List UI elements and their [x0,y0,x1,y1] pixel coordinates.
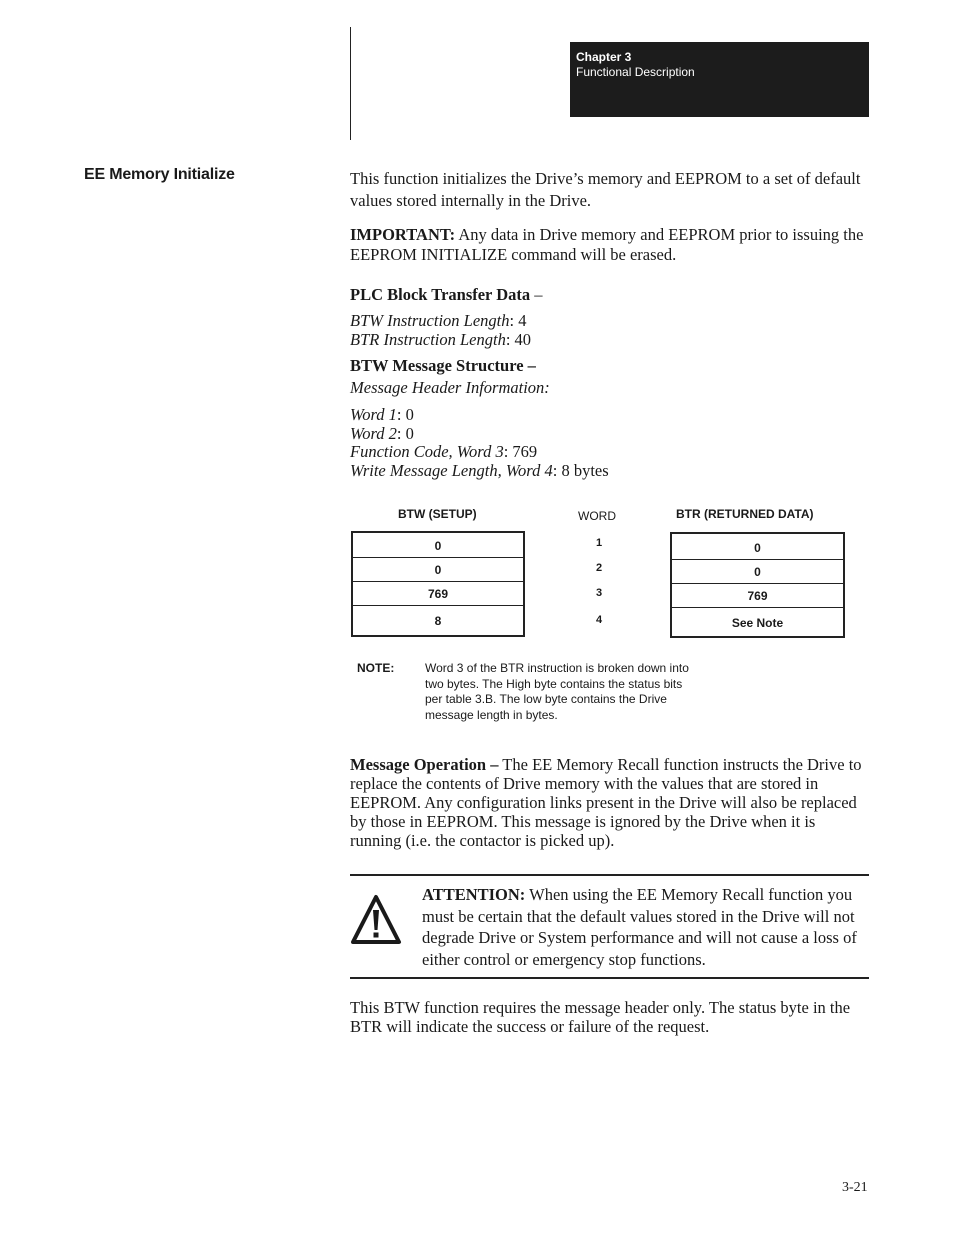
plc-heading [350,285,870,304]
closing-paragraph [350,998,870,1036]
page-number: 3-21 [842,1180,868,1195]
word-number-1: 1 [595,537,603,549]
word-2-label: Word 2 [350,424,397,443]
attention-label: ATTENTION: [422,885,526,904]
word-2-value: : 0 [396,424,414,443]
word-4-label: Write Message Length, Word 4 [350,461,553,480]
btr-length-line [350,330,870,349]
attention-top-rule [350,874,869,876]
btw-structure-heading [350,356,870,375]
btw-cell-word-2: 0 [434,563,442,577]
word-number-4: 4 [595,614,603,626]
btr-length-label: BTR Instruction Length [350,330,506,349]
btw-setup-title: BTW (SETUP) [398,507,477,521]
word-3-line [350,442,870,461]
word-1-line [350,405,870,424]
word-column-title: WORD [578,509,616,523]
btw-row-divider [353,581,523,582]
header-vertical-rule [350,27,351,140]
btr-row-divider [672,607,843,608]
word-3-label: Function Code, Word 3 [350,442,504,461]
btw-cell-word-4: 8 [434,614,442,628]
chapter-header-box [570,42,869,117]
word-1-value: : 0 [396,405,414,424]
btw-row-divider [353,605,523,606]
important-label: IMPORTANT: [350,225,456,244]
word-4-line [350,461,870,480]
message-operation-text: The EE Memory Recall function instructs the Drive to replace the contents of Drive memory with the values that are stored in EEPROM. Any configuration links present in the Drive will also be replaced by those in EEPROM. This message is ignored by the Drive when it is running (i.e. the contactor is picked up). [350,755,862,850]
btr-returned-table [670,532,845,638]
note-text: Word 3 of the BTR instruction is broken down into two bytes. The High byte contains the status bits per table 3.B. The low byte contains the Drive message length in bytes. [425,661,689,722]
btw-setup-table [351,531,525,637]
closing-text: This BTW function requires the message header only. The status byte in the BTR will indicate the success or failure of the request. [350,998,851,1036]
btw-structure-label: BTW Message Structure – [350,356,536,375]
attention-paragraph [422,884,872,970]
word-1-label: Word 1 [350,405,397,424]
plc-heading-dash: – [530,285,543,304]
word-2-line [350,424,870,443]
important-text: Any data in Drive memory and EEPROM prior to issuing the EEPROM INITIALIZE command will be erased. [350,225,864,264]
note-label: NOTE: [357,661,395,675]
warning-triangle-icon [350,893,402,947]
intro-text: This function initializes the Drive’s memory and EEPROM to a set of default values stored internally in the Drive. [350,169,861,210]
btr-cell-word-2: 0 [754,565,761,579]
btr-cell-word-1: 0 [754,541,761,555]
btw-length-label: BTW Instruction Length [350,311,510,330]
important-paragraph [350,225,870,264]
intro-paragraph [350,168,870,211]
chapter-subtitle: Functional Description [576,65,695,79]
btr-row-divider [672,583,843,584]
word-number-3: 3 [595,587,603,599]
message-operation-label: Message Operation – [350,755,499,774]
btw-length-line [350,311,870,330]
btr-length-value: : 40 [505,330,532,349]
plc-heading-label: PLC Block Transfer Data [350,285,531,304]
word-4-value: : 8 bytes [552,461,609,480]
header-info-line [350,378,870,397]
btr-cell-word-4: See Note [731,616,784,630]
message-operation-paragraph [350,755,870,850]
chapter-label: Chapter 3 [576,50,632,64]
btr-cell-word-3: 769 [747,589,768,603]
btr-row-divider [672,559,843,560]
section-heading: EE Memory Initialize [84,166,235,183]
btw-length-value: : 4 [509,311,527,330]
header-info-label: Message Header Information: [350,378,550,397]
attention-text: When using the EE Memory Recall function you must be certain that the default values stored in the Drive will not degrade Drive or System performance and will not cause a loss of either control or emergency stop functions. [422,885,857,969]
word-number-2: 2 [595,562,603,574]
btr-returned-title: BTR (RETURNED DATA) [676,507,814,521]
word-3-value: : 769 [503,442,538,461]
btw-cell-word-1: 0 [434,539,442,553]
attention-bottom-rule [350,977,869,979]
btw-cell-word-3: 769 [427,587,449,601]
btw-row-divider [353,557,523,558]
